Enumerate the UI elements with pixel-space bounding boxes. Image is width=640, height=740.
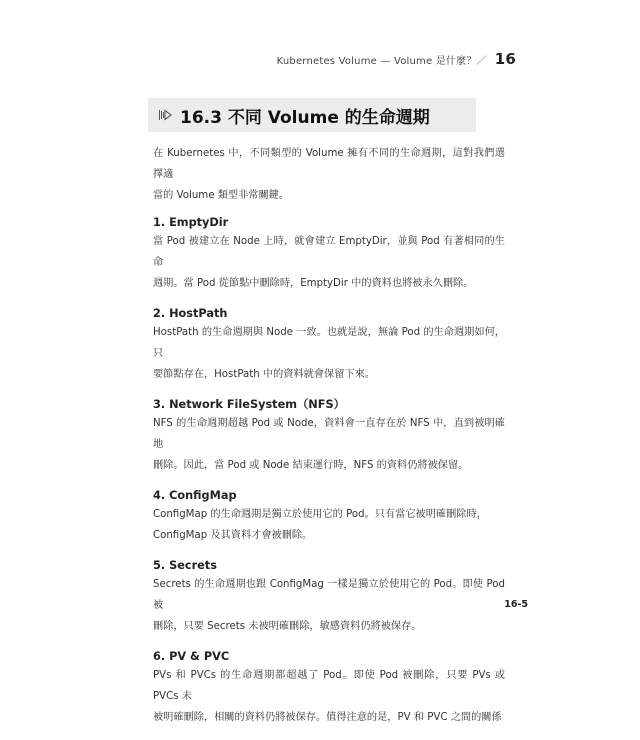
item-line: PVs 和 PVCs 的生命週期都超越了 Pod。即使 Pod 被刪除，只要 PVs 或 PVCs 未: [153, 670, 505, 702]
intro-line: 在 Kubernetes 中，不同類型的 Volume 擁有不同的生命週期，這對我們選擇適: [153, 148, 505, 180]
item-line: ConfigMap 的生命週期是獨立於使用它的 Pod。只有當它被明確刪除時，: [153, 509, 487, 520]
body-content: [153, 143, 505, 740]
item-body: [153, 504, 505, 546]
chapter-number: 16: [494, 50, 516, 68]
item-title: 1. EmptyDir: [153, 216, 229, 229]
section-marker-icon: [158, 108, 172, 122]
item-line: ConfigMap 及其資料才會被刪除。: [153, 530, 313, 541]
item-body: [153, 574, 505, 637]
item-title: 2. HostPath: [153, 307, 228, 320]
item-line: 週期。當 Pod 從節點中刪除時，EmptyDir 中的資料也將被永久刪除。: [153, 278, 474, 289]
intro-paragraph: [153, 143, 505, 206]
section-heading: 16.3 不同 Volume 的生命週期: [180, 107, 430, 128]
running-header: [277, 50, 516, 68]
page-number: 16-5: [504, 599, 528, 610]
item-title: 5. Secrets: [153, 559, 217, 572]
item-line: 當 Pod 被建立在 Node 上時，就會建立 EmptyDir，並與 Pod 有著相同的生命: [153, 236, 505, 268]
running-header-text: Kubernetes Volume — Volume 是什麼？／: [276, 55, 487, 67]
item-line: HostPath 的生命週期與 Node 一致。也就是說，無論 Pod 的生命週期如何，只: [153, 327, 505, 359]
item-title: 6. PV & PVC: [153, 650, 230, 663]
item-title: 3. Network FileSystem（NFS）: [153, 398, 345, 411]
item-body: [153, 231, 505, 294]
item-body: [153, 665, 505, 728]
item-body: [153, 322, 505, 385]
item-line: 被明確刪除，相關的資料仍將被保存。值得注意的是，PV 和 PVC 之間的關係: [153, 712, 502, 723]
item-line: Secrets 的生命週期也跟 ConfigMag 一樣是獨立於使用它的 Pod。即使 Pod 被: [153, 579, 505, 611]
item-line: 要節點存在，HostPath 中的資料就會保留下來。: [153, 369, 375, 380]
intro-line: 當的 Volume 類型非常關鍵。: [153, 190, 290, 201]
item-body: [153, 413, 505, 476]
item-title: 4. ConfigMap: [153, 489, 237, 502]
item-line: 刪除。因此，當 Pod 或 Node 結束運行時，NFS 的資料仍將被保留。: [153, 460, 469, 471]
section-heading-bar: [148, 98, 476, 132]
item-line: NFS 的生命週期超越 Pod 或 Node，資料會一直存在於 NFS 中，直到被明確地: [153, 418, 505, 450]
item-line: 刪除，只要 Secrets 未被明確刪除，敏感資料仍將被保存。: [153, 621, 422, 632]
